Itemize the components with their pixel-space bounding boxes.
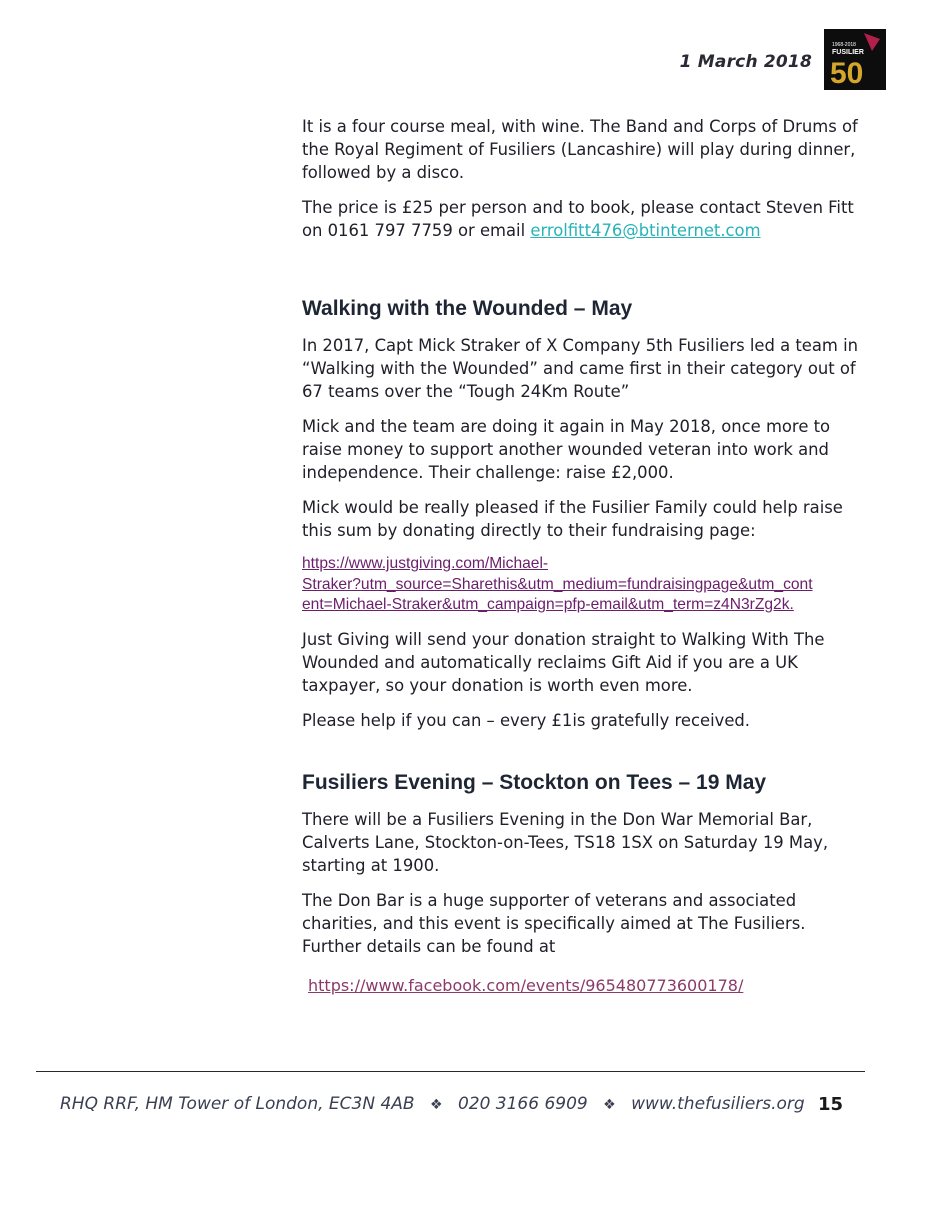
- footer-separator-icon: ❖: [429, 1097, 443, 1113]
- fusilier-50-logo: [824, 29, 886, 90]
- logo-years: 1968-2018: [832, 42, 856, 48]
- stockton-heading: Fusiliers Evening – Stockton on Tees – 19 May: [302, 770, 767, 794]
- walking-paragraph-5: Please help if you can – every £1is gratefully received.: [302, 710, 751, 730]
- intro-paragraph-2: [302, 196, 867, 242]
- intro-paragraph-2-text: The price is £25 per person and to book, please contact Steven Fitt on 0161 797 7759 or email: [302, 198, 854, 240]
- footer-divider: [36, 1071, 865, 1072]
- fusilier-50-emblem-icon: [824, 29, 886, 90]
- justgiving-link-line-2[interactable]: Straker?utm_source=Sharethis&utm_medium=fundraisingpage&utm_cont: [302, 575, 813, 593]
- intro-paragraph-1: It is a four course meal, with wine. The Band and Corps of Drums of the Royal Regiment of Fusiliers (Lancashire) will play during dinner, followed by a disco.: [302, 117, 858, 182]
- justgiving-link-line-3[interactable]: ent=Michael-Straker&utm_campaign=pfp-email&utm_term=z4N3rZg2k.: [302, 596, 794, 613]
- article-content: [302, 115, 867, 995]
- stockton-paragraph-1: There will be a Fusiliers Evening in the Don War Memorial Bar, Calverts Lane, Stockton-on-Tees, TS18 1SX on Saturday 19 May, starting at 1900.: [302, 809, 829, 875]
- walking-paragraph-3: Mick would be really pleased if the Fusilier Family could help raise this sum by donating directly to their fundraising page:: [302, 498, 843, 540]
- justgiving-link-line-1[interactable]: https://www.justgiving.com/Michael-: [302, 555, 549, 572]
- walking-paragraph-4: Just Giving will send your donation straight to Walking With The Wounded and automatically reclaims Gift Aid if you are a UK taxpayer, so your donation is worth even more.: [302, 629, 825, 695]
- logo-number: 50: [830, 57, 864, 90]
- page-number: 15: [818, 1094, 844, 1115]
- justgiving-link[interactable]: [302, 554, 867, 616]
- walking-paragraph-1: In 2017, Capt Mick Straker of X Company 5th Fusiliers led a team in “Walking with the Wounded” and came first in their category out of 67 teams over the “Tough 24Km Route”: [302, 336, 859, 401]
- header-date: 1 March 2018: [679, 52, 812, 72]
- walking-heading: Walking with the Wounded – May: [302, 297, 633, 320]
- stockton-paragraph-2: The Don Bar is a huge supporter of veterans and associated charities, and this event is specifically aimed at The Fusiliers. Further details can be found at: [302, 890, 806, 956]
- facebook-event-link[interactable]: https://www.facebook.com/events/965480773600178/: [308, 975, 744, 995]
- walking-paragraph-2: Mick and the team are doing it again in May 2018, once more to raise money to support another wounded veteran into work and independence. Their challenge: raise £2,000.: [302, 417, 831, 482]
- footer-phone: 020 3166 6909: [457, 1094, 588, 1114]
- footer-website: www.thefusiliers.org: [631, 1094, 805, 1114]
- footer-separator-icon: ❖: [603, 1097, 616, 1113]
- email-link[interactable]: errolfitt476@btinternet.com: [530, 221, 761, 240]
- logo-word: FUSILIER: [832, 49, 864, 56]
- footer: [60, 1094, 805, 1114]
- footer-address: RHQ RRF, HM Tower of London, EC3N 4AB: [60, 1094, 415, 1114]
